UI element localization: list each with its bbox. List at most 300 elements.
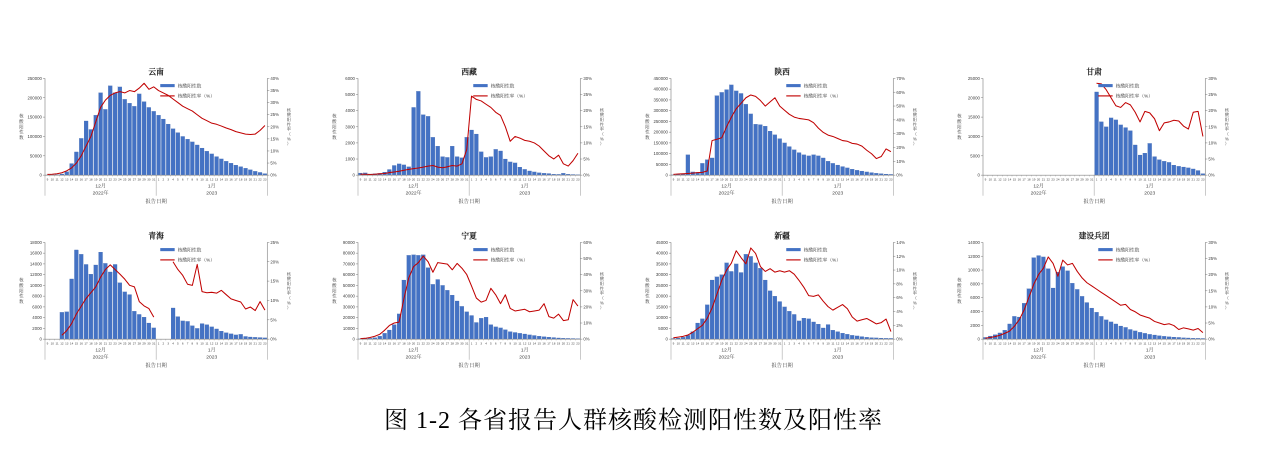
svg-text:10: 10 (200, 341, 204, 346)
svg-text:核酸阳性率（%）: 核酸阳性率（%） (286, 271, 291, 311)
svg-text:10%: 10% (1208, 304, 1218, 310)
svg-text:4: 4 (797, 341, 800, 346)
svg-text:40%: 40% (583, 272, 592, 278)
svg-text:4: 4 (484, 341, 487, 346)
svg-text:18: 18 (714, 177, 719, 182)
svg-text:2022年: 2022年 (1030, 191, 1047, 197)
svg-text:16: 16 (1017, 341, 1022, 346)
svg-text:14: 14 (532, 341, 536, 346)
svg-text:20%: 20% (270, 124, 280, 130)
svg-text:0%: 0% (583, 336, 590, 342)
svg-text:25000: 25000 (968, 75, 981, 81)
chart-ningxia (323, 228, 632, 378)
svg-text:核酸阳性数: 核酸阳性数 (331, 277, 337, 305)
svg-text:12: 12 (210, 341, 214, 346)
svg-text:12: 12 (835, 341, 839, 346)
svg-text:30: 30 (772, 177, 777, 182)
svg-text:10: 10 (825, 341, 830, 346)
svg-text:23: 23 (888, 341, 893, 346)
svg-text:16: 16 (79, 177, 83, 182)
svg-text:14: 14 (219, 341, 224, 346)
svg-text:6: 6 (494, 341, 497, 346)
svg-text:21: 21 (253, 341, 257, 346)
svg-text:25%: 25% (270, 240, 280, 246)
svg-text:23: 23 (113, 177, 117, 182)
svg-text:报告日期: 报告日期 (770, 198, 793, 205)
svg-text:9: 9 (672, 341, 674, 346)
svg-text:核酸阳性数: 核酸阳性数 (177, 84, 202, 90)
svg-text:2023: 2023 (831, 191, 843, 197)
svg-text:18: 18 (1177, 177, 1181, 182)
svg-text:12: 12 (998, 177, 1002, 182)
svg-text:1: 1 (1095, 177, 1098, 182)
svg-text:12000: 12000 (29, 272, 42, 278)
svg-text:20%: 20% (895, 145, 905, 151)
svg-text:19: 19 (243, 341, 248, 346)
svg-text:20: 20 (1037, 341, 1041, 346)
svg-text:5: 5 (489, 177, 492, 182)
svg-text:20: 20 (98, 177, 103, 182)
svg-text:14: 14 (845, 341, 849, 346)
svg-text:4: 4 (797, 177, 800, 182)
svg-text:12: 12 (522, 177, 527, 182)
svg-text:23: 23 (263, 341, 267, 346)
svg-text:3000: 3000 (345, 124, 355, 130)
svg-text:30: 30 (772, 341, 777, 346)
svg-text:25%: 25% (270, 112, 280, 118)
svg-text:核酸阳性率（%）: 核酸阳性率（%） (599, 107, 604, 147)
svg-text:19: 19 (719, 177, 723, 182)
svg-text:12: 12 (373, 341, 377, 346)
svg-text:4: 4 (172, 177, 174, 182)
svg-text:22: 22 (734, 341, 738, 346)
svg-text:10: 10 (50, 177, 54, 182)
svg-text:8: 8 (1129, 341, 1132, 346)
svg-text:16: 16 (705, 341, 709, 346)
svg-text:1: 1 (1095, 341, 1098, 346)
svg-text:5%: 5% (1208, 320, 1215, 326)
svg-text:9: 9 (359, 177, 361, 182)
svg-text:21: 21 (416, 341, 420, 346)
svg-text:0: 0 (665, 172, 668, 178)
svg-text:22: 22 (1196, 341, 1200, 346)
svg-text:24: 24 (1056, 341, 1060, 346)
chart-svg-shaanxi (636, 64, 945, 214)
svg-text:23: 23 (1051, 177, 1055, 182)
svg-text:15: 15 (537, 177, 541, 182)
svg-text:15: 15 (1013, 177, 1017, 182)
svg-text:1000: 1000 (345, 156, 355, 162)
svg-text:20: 20 (874, 341, 878, 346)
svg-text:15000: 15000 (655, 304, 668, 310)
svg-text:28: 28 (137, 177, 141, 182)
svg-text:27: 27 (132, 341, 137, 346)
svg-text:6000: 6000 (32, 304, 42, 310)
svg-text:2: 2 (788, 177, 790, 182)
svg-text:14000: 14000 (29, 261, 42, 267)
svg-text:1月: 1月 (833, 184, 842, 190)
svg-text:19: 19 (243, 177, 248, 182)
svg-text:11: 11 (205, 177, 209, 182)
svg-text:20000: 20000 (342, 315, 355, 321)
svg-text:9: 9 (359, 341, 361, 346)
svg-text:0: 0 (352, 336, 355, 342)
svg-text:19: 19 (94, 177, 98, 182)
svg-text:21: 21 (729, 177, 733, 182)
svg-text:报告日期: 报告日期 (458, 363, 480, 370)
svg-text:11: 11 (830, 177, 834, 182)
svg-text:16: 16 (1167, 341, 1171, 346)
svg-text:18: 18 (1027, 341, 1031, 346)
svg-text:26: 26 (753, 341, 757, 346)
svg-text:27: 27 (445, 177, 449, 182)
svg-text:9: 9 (821, 177, 824, 182)
svg-text:11: 11 (518, 177, 522, 182)
svg-text:16: 16 (542, 341, 546, 346)
svg-text:21: 21 (253, 177, 257, 182)
svg-text:23: 23 (1201, 341, 1205, 346)
svg-text:22: 22 (1046, 177, 1051, 182)
svg-text:25: 25 (1061, 341, 1065, 346)
svg-text:3: 3 (480, 341, 482, 346)
svg-text:50000: 50000 (655, 161, 668, 167)
svg-text:15: 15 (387, 177, 391, 182)
svg-text:8: 8 (1129, 177, 1132, 182)
svg-text:核酸阳性数: 核酸阳性数 (803, 248, 827, 254)
svg-text:24: 24 (1056, 177, 1060, 182)
svg-text:70000: 70000 (342, 261, 355, 267)
svg-text:2%: 2% (895, 323, 903, 329)
svg-text:2: 2 (475, 177, 477, 182)
svg-text:17: 17 (859, 341, 864, 346)
svg-text:150000: 150000 (27, 114, 42, 120)
svg-text:31: 31 (1090, 341, 1094, 346)
svg-text:26: 26 (127, 341, 132, 346)
svg-text:0%: 0% (1208, 172, 1215, 178)
svg-text:7: 7 (1124, 341, 1127, 346)
svg-text:19: 19 (869, 177, 873, 182)
svg-text:3: 3 (167, 177, 170, 182)
svg-text:27: 27 (758, 341, 762, 346)
svg-text:20%: 20% (583, 108, 592, 114)
svg-text:12: 12 (835, 177, 839, 182)
svg-text:5: 5 (1115, 177, 1117, 182)
svg-text:19: 19 (406, 341, 411, 346)
svg-text:2023: 2023 (518, 191, 530, 197)
svg-text:6: 6 (181, 341, 184, 346)
svg-text:45000: 45000 (655, 240, 668, 246)
svg-text:29: 29 (1080, 341, 1084, 346)
svg-text:18: 18 (89, 341, 93, 346)
svg-text:22: 22 (421, 341, 425, 346)
svg-text:23: 23 (575, 177, 580, 182)
svg-text:新疆: 新疆 (773, 231, 790, 241)
svg-text:14: 14 (382, 177, 386, 182)
svg-text:20: 20 (1186, 177, 1191, 182)
svg-text:25: 25 (748, 177, 752, 182)
svg-text:建设兵团: 建设兵团 (1078, 231, 1110, 241)
svg-text:核酸阳性率（%）: 核酸阳性率（%） (599, 271, 604, 311)
svg-text:10000: 10000 (29, 283, 42, 289)
chart-svg-xinjiang (636, 228, 945, 378)
svg-text:100000: 100000 (653, 151, 668, 157)
svg-text:26: 26 (440, 341, 444, 346)
svg-text:17: 17 (84, 341, 88, 346)
svg-text:9: 9 (984, 341, 987, 346)
svg-text:14: 14 (532, 177, 536, 182)
svg-text:150000: 150000 (653, 140, 668, 146)
svg-text:8: 8 (191, 341, 194, 346)
svg-text:21: 21 (879, 177, 883, 182)
svg-text:13: 13 (527, 177, 531, 182)
svg-text:2022年: 2022年 (405, 355, 422, 361)
svg-text:25: 25 (748, 341, 752, 346)
svg-text:11: 11 (830, 341, 834, 346)
svg-text:2000: 2000 (345, 140, 355, 146)
svg-text:7: 7 (499, 177, 502, 182)
svg-text:60%: 60% (583, 240, 592, 246)
svg-text:10: 10 (676, 177, 680, 182)
svg-text:20%: 20% (1208, 108, 1218, 114)
svg-text:5000: 5000 (345, 92, 355, 98)
svg-text:3: 3 (1105, 177, 1108, 182)
svg-text:13: 13 (527, 341, 531, 346)
svg-text:18: 18 (239, 341, 243, 346)
svg-text:12月: 12月 (95, 348, 106, 354)
svg-text:19: 19 (719, 341, 723, 346)
svg-text:20: 20 (561, 341, 565, 346)
svg-text:14: 14 (845, 177, 849, 182)
svg-text:11: 11 (368, 177, 372, 182)
svg-text:31: 31 (152, 341, 156, 346)
svg-text:9: 9 (46, 341, 49, 346)
svg-text:20000: 20000 (968, 95, 981, 101)
svg-text:29: 29 (767, 341, 772, 346)
svg-text:29: 29 (142, 341, 146, 346)
svg-text:29: 29 (455, 341, 459, 346)
svg-text:31: 31 (777, 177, 781, 182)
svg-text:15: 15 (1162, 341, 1167, 346)
svg-text:0%: 0% (270, 336, 277, 342)
svg-text:12月: 12月 (720, 348, 732, 354)
svg-text:报告日期: 报告日期 (458, 198, 480, 205)
svg-text:28: 28 (450, 341, 454, 346)
svg-text:30: 30 (459, 177, 464, 182)
svg-text:7: 7 (186, 341, 189, 346)
svg-text:10000: 10000 (342, 326, 355, 332)
svg-text:1月: 1月 (207, 184, 216, 190)
svg-text:0%: 0% (1208, 336, 1215, 342)
svg-text:2022年: 2022年 (92, 355, 109, 361)
svg-text:4%: 4% (895, 309, 903, 315)
svg-text:50%: 50% (583, 256, 592, 262)
svg-text:0: 0 (39, 336, 42, 342)
svg-text:21: 21 (416, 177, 420, 182)
svg-text:24: 24 (743, 341, 748, 346)
svg-text:31: 31 (777, 341, 781, 346)
svg-text:10%: 10% (583, 140, 592, 146)
svg-text:核酸阳性率（%）: 核酸阳性率（%） (177, 258, 215, 264)
svg-text:10%: 10% (895, 158, 905, 164)
svg-text:10: 10 (200, 177, 204, 182)
svg-text:20: 20 (411, 341, 415, 346)
svg-text:2023: 2023 (831, 355, 843, 361)
svg-text:报告日期: 报告日期 (770, 363, 793, 370)
svg-text:10: 10 (825, 177, 830, 182)
svg-text:12: 12 (1148, 177, 1152, 182)
svg-text:20: 20 (874, 177, 878, 182)
svg-text:25%: 25% (1208, 92, 1218, 98)
svg-text:10: 10 (1138, 341, 1142, 346)
svg-text:4: 4 (172, 341, 174, 346)
svg-text:18: 18 (864, 177, 868, 182)
svg-text:5%: 5% (270, 160, 277, 166)
svg-text:22: 22 (421, 177, 425, 182)
svg-text:22: 22 (258, 341, 262, 346)
svg-text:核酸阳性率（%）: 核酸阳性率（%） (912, 107, 917, 147)
svg-text:5: 5 (177, 177, 179, 182)
svg-text:25: 25 (1061, 177, 1065, 182)
svg-text:21: 21 (103, 341, 108, 346)
svg-text:21: 21 (729, 341, 733, 346)
svg-text:12月: 12月 (408, 348, 419, 354)
svg-text:12月: 12月 (720, 184, 732, 190)
svg-text:17: 17 (397, 341, 401, 346)
svg-text:2023: 2023 (518, 355, 530, 361)
svg-text:5%: 5% (270, 317, 277, 323)
svg-text:0: 0 (352, 172, 355, 178)
chart-svg-yunnan (10, 64, 319, 214)
svg-text:8%: 8% (895, 281, 903, 287)
svg-text:1月: 1月 (833, 348, 842, 354)
svg-text:19: 19 (94, 341, 98, 346)
svg-text:10: 10 (363, 177, 367, 182)
svg-text:16: 16 (854, 177, 859, 182)
svg-text:15: 15 (700, 341, 704, 346)
chart-shaanxi (636, 64, 945, 214)
svg-text:22: 22 (1046, 341, 1051, 346)
svg-text:350000: 350000 (653, 97, 668, 103)
svg-text:15: 15 (1162, 177, 1167, 182)
svg-text:25: 25 (435, 177, 440, 182)
svg-text:4: 4 (1110, 341, 1113, 346)
svg-text:5000: 5000 (657, 326, 668, 332)
svg-text:9: 9 (821, 341, 824, 346)
svg-text:15: 15 (537, 341, 541, 346)
svg-text:20: 20 (1186, 341, 1191, 346)
svg-text:15: 15 (1013, 341, 1017, 346)
svg-text:29: 29 (1080, 177, 1084, 182)
svg-text:9: 9 (196, 341, 199, 346)
svg-text:3: 3 (167, 341, 170, 346)
svg-text:10: 10 (988, 341, 993, 346)
svg-text:2022年: 2022年 (92, 191, 109, 197)
svg-text:核酸阳性数: 核酸阳性数 (1116, 248, 1140, 254)
svg-text:24: 24 (118, 177, 122, 182)
svg-text:14: 14 (1008, 341, 1012, 346)
svg-text:核酸阳性数: 核酸阳性数 (177, 248, 202, 254)
svg-text:0: 0 (39, 172, 42, 178)
svg-text:11: 11 (368, 341, 372, 346)
svg-text:31: 31 (464, 177, 469, 182)
svg-text:11: 11 (55, 177, 59, 182)
svg-text:12: 12 (60, 341, 64, 346)
svg-text:9: 9 (1134, 341, 1137, 346)
svg-text:5%: 5% (583, 156, 590, 162)
svg-text:35%: 35% (270, 88, 280, 94)
svg-text:250000: 250000 (653, 118, 668, 124)
svg-text:8000: 8000 (970, 281, 981, 287)
svg-text:30%: 30% (1208, 240, 1218, 246)
svg-text:10: 10 (676, 341, 680, 346)
svg-text:10: 10 (513, 177, 517, 182)
svg-text:0%: 0% (270, 172, 277, 178)
svg-text:30%: 30% (895, 131, 905, 137)
svg-text:6%: 6% (895, 295, 903, 301)
svg-text:15: 15 (850, 341, 854, 346)
svg-text:60%: 60% (895, 89, 905, 95)
svg-text:23: 23 (113, 341, 117, 346)
svg-text:8: 8 (504, 341, 506, 346)
svg-text:21: 21 (1191, 177, 1196, 182)
svg-text:1月: 1月 (520, 348, 529, 354)
svg-text:16000: 16000 (29, 250, 42, 256)
svg-text:23: 23 (1201, 177, 1205, 182)
svg-text:15%: 15% (583, 124, 592, 130)
svg-text:40%: 40% (270, 75, 280, 81)
svg-text:18: 18 (864, 341, 868, 346)
svg-text:19: 19 (1032, 177, 1036, 182)
svg-text:6: 6 (1120, 177, 1122, 182)
svg-text:22: 22 (108, 177, 112, 182)
svg-text:10%: 10% (583, 320, 592, 326)
svg-text:报告日期: 报告日期 (1083, 363, 1106, 370)
chart-qinghai (10, 228, 319, 378)
svg-text:30: 30 (1085, 341, 1089, 346)
svg-text:22: 22 (734, 177, 738, 182)
svg-text:20: 20 (248, 341, 253, 346)
svg-text:5: 5 (489, 341, 492, 346)
svg-text:核酸阳性数: 核酸阳性数 (490, 248, 515, 254)
svg-text:16: 16 (1017, 177, 1022, 182)
svg-text:13: 13 (214, 177, 219, 182)
svg-text:20: 20 (98, 341, 103, 346)
svg-text:23: 23 (426, 177, 430, 182)
svg-text:13: 13 (1153, 341, 1157, 346)
svg-text:22: 22 (883, 177, 888, 182)
svg-text:26: 26 (1066, 177, 1070, 182)
svg-text:4: 4 (484, 177, 487, 182)
svg-text:22: 22 (571, 341, 575, 346)
chart-bingtuan (948, 228, 1257, 378)
svg-text:8: 8 (191, 177, 194, 182)
svg-text:2: 2 (788, 341, 790, 346)
svg-text:5000: 5000 (970, 153, 981, 159)
svg-text:21: 21 (1042, 177, 1046, 182)
svg-text:23: 23 (575, 341, 580, 346)
svg-text:14: 14 (69, 341, 74, 346)
svg-text:云南: 云南 (148, 67, 164, 77)
figure-caption: 图 1-2 各省报告人群核酸检测阳性数及阳性率 (384, 408, 883, 434)
svg-text:18: 18 (1027, 177, 1031, 182)
svg-text:28: 28 (1075, 341, 1080, 346)
svg-text:9: 9 (509, 341, 511, 346)
svg-text:核酸阳性率（%）: 核酸阳性率（%） (912, 271, 917, 311)
svg-text:30%: 30% (583, 75, 592, 81)
svg-text:20: 20 (1037, 177, 1041, 182)
svg-text:20: 20 (724, 341, 728, 346)
svg-text:30%: 30% (270, 100, 280, 106)
